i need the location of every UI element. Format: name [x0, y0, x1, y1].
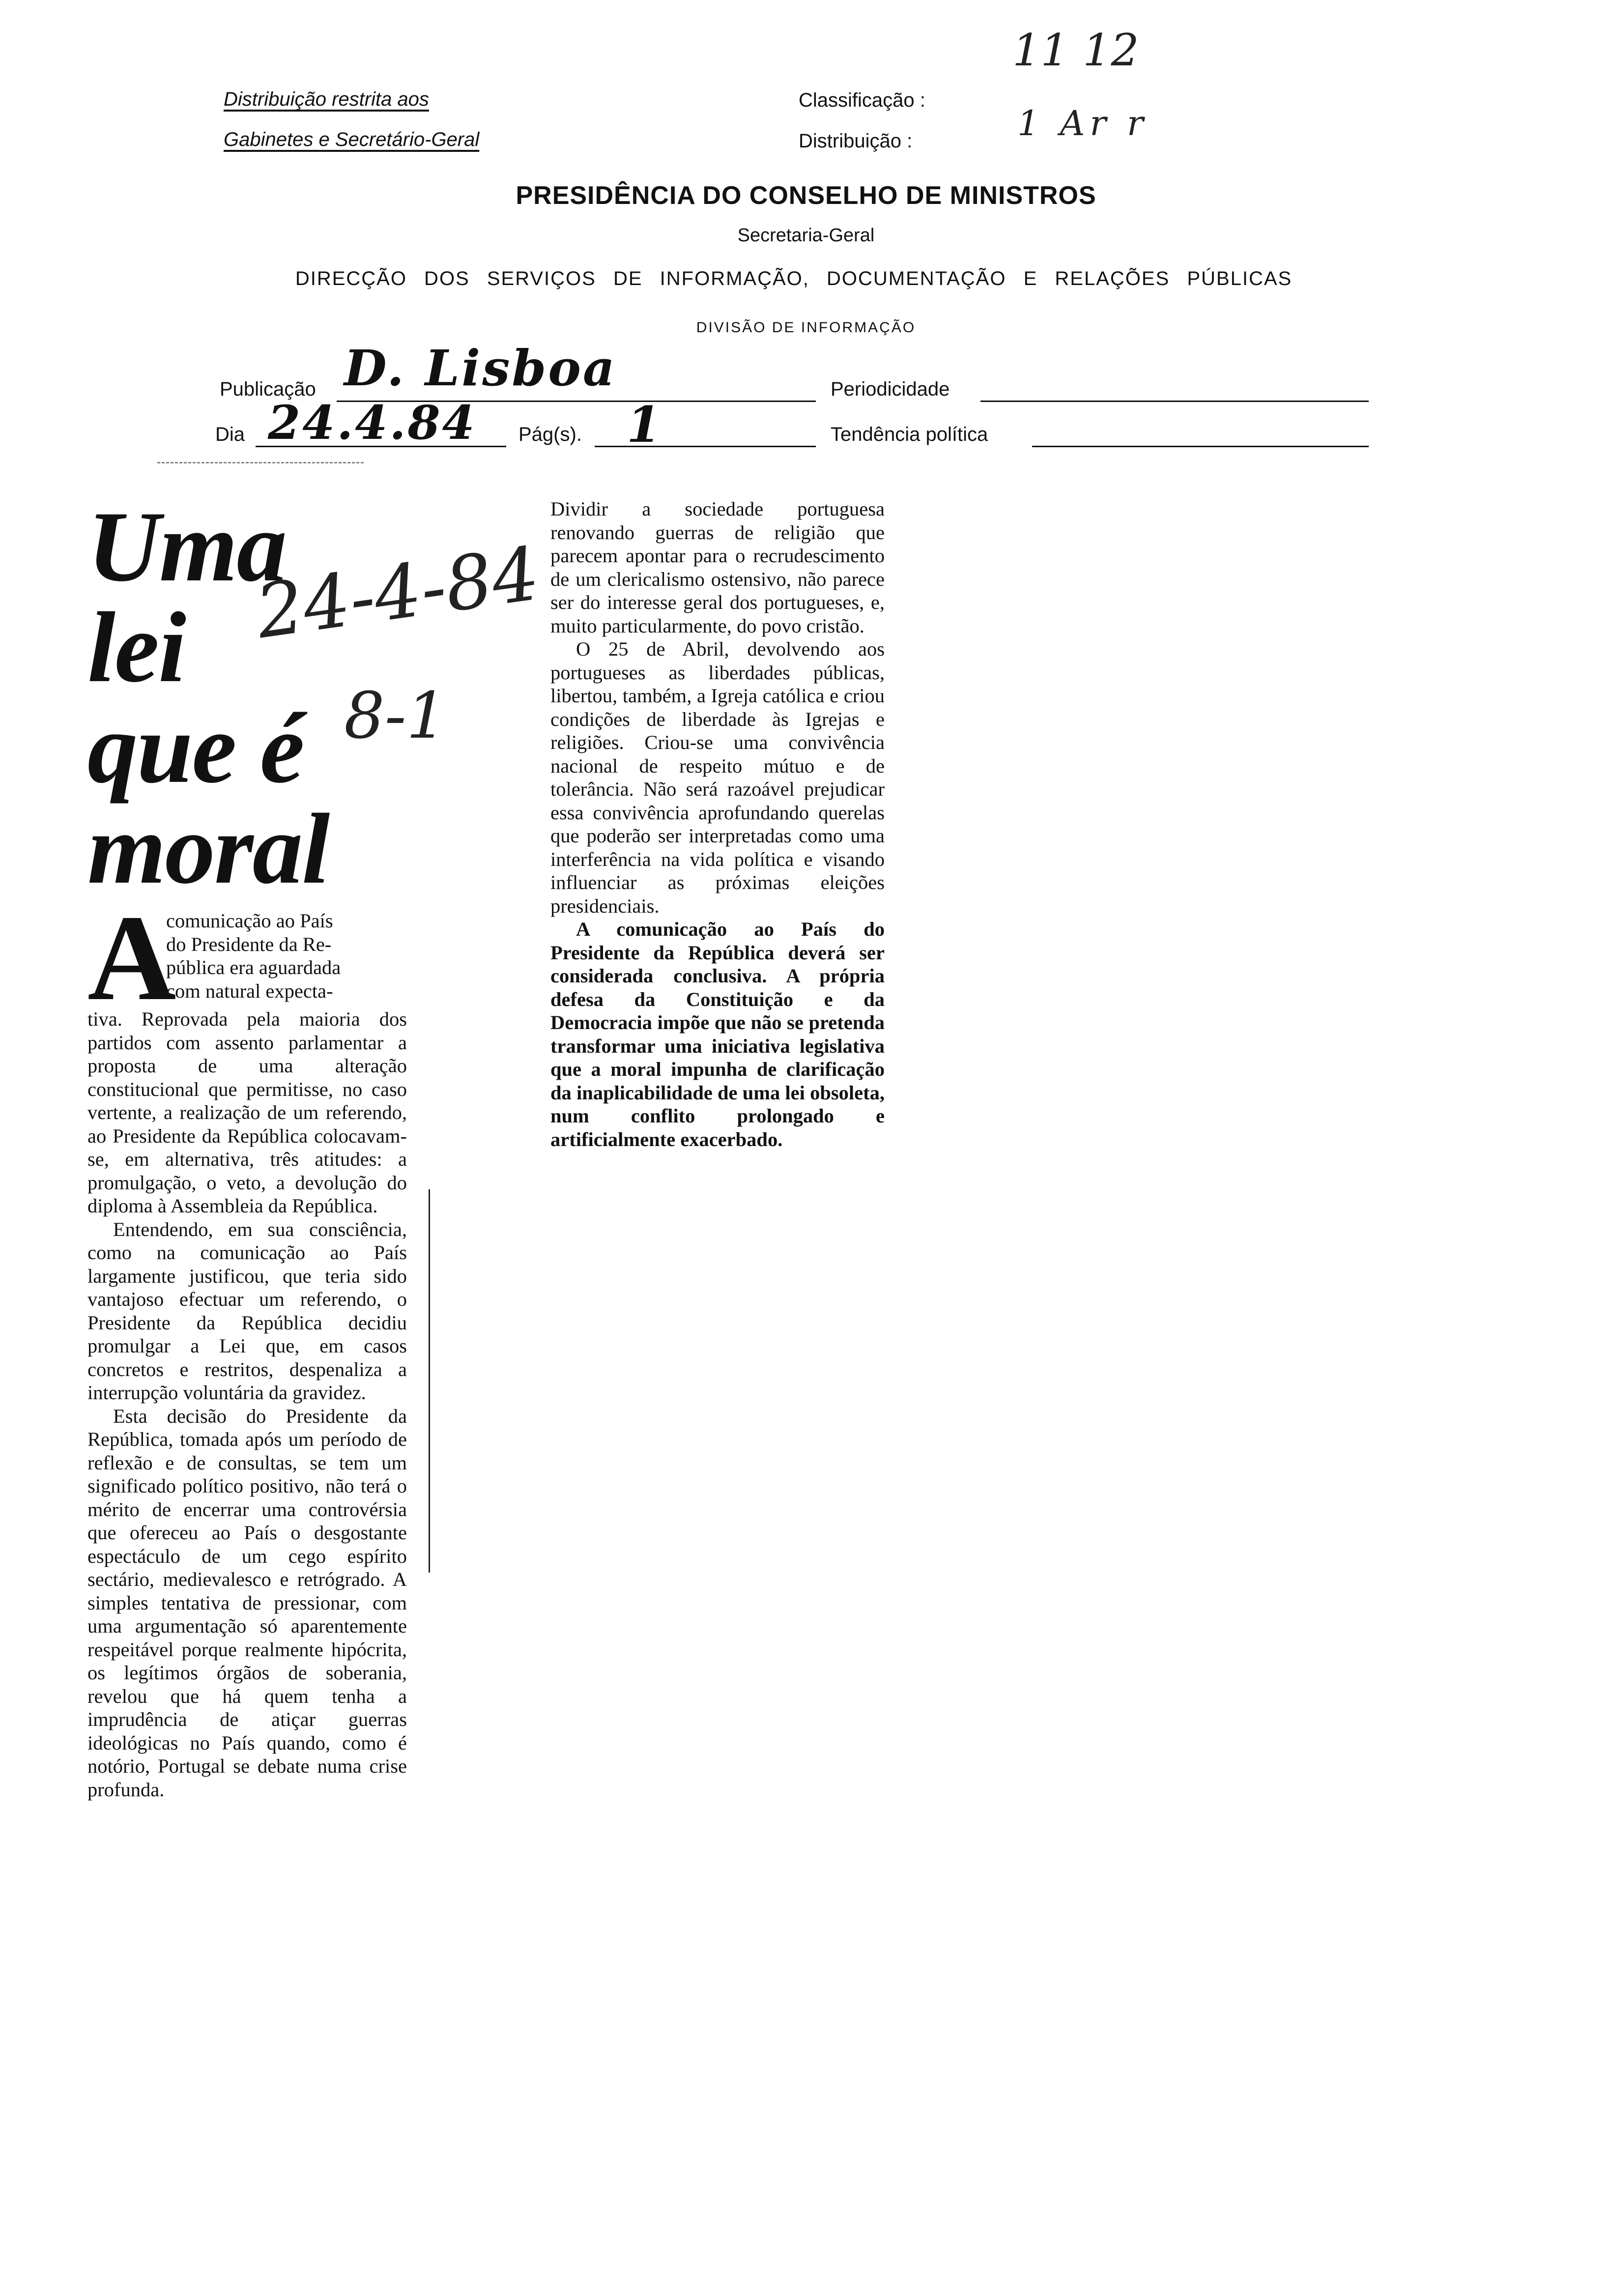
- lead-paragraph: [87, 890, 407, 1026]
- paragraph-2: Entendendo, em sua consciência, como na comunicação ao País largamente justificou, que teria sido vantajoso efectuar um referendo, o Presidente da República decidiu promulgar a Lei que, em casos concretos e restritos, despenaliza a interrupção voluntária da gravidez.: [87, 1218, 407, 1404]
- publicacao-value: D. Lisboa: [344, 339, 617, 397]
- article-column-1: [87, 890, 407, 1801]
- dia-label: Dia: [215, 424, 245, 445]
- headline-line-4: moral: [87, 793, 329, 905]
- headline-line-1: Uma: [87, 491, 286, 603]
- classificacao-label: Classificação :: [799, 89, 925, 111]
- lead-line: comunicação ao País: [166, 910, 333, 932]
- tendencia-line: [1032, 446, 1369, 447]
- handwritten-page: 8-1: [344, 678, 447, 753]
- lead-line: com natural expecta-: [166, 979, 333, 1002]
- pags-value: 1: [627, 396, 663, 454]
- pags-label: Pág(s).: [518, 424, 582, 445]
- headline-line-2: lei: [87, 592, 185, 703]
- distribution-line-1: Distribuição restrita aos: [224, 88, 429, 110]
- lead-line: pública era aguardada: [166, 956, 341, 978]
- paragraph-6: A comunicação ao País do Presidente da República deverá ser considerada conclusiva. A própria defesa da Constituição e da Democracia impõe que não se pretenda transformar uma iniciativa legislativa que a moral impunha de clarificação da inaplicabilidade de uma lei obsoleta, num conflito prolongado e artificialmente exacerbado.: [550, 918, 885, 1150]
- column-rule: [429, 1189, 430, 1573]
- periodicidade-line: [980, 401, 1369, 402]
- corner-annotation-bottom: 1 Ar r: [1017, 103, 1149, 144]
- presidency-title: PRESIDÊNCIA DO CONSELHO DE MINISTROS: [516, 181, 1096, 210]
- lead-line: do Presidente da Re-: [166, 933, 332, 955]
- headline-line-3: que é: [87, 692, 304, 804]
- drop-cap: A: [87, 890, 176, 1026]
- paragraph-4: Dividir a sociedade portuguesa renovando guerras de religião que parecem apontar para o recrudescimento de um clericalismo ostensivo, não parece ser do interesse geral dos portugueses, e, muito particularmente, do povo cristão.: [550, 498, 885, 637]
- paragraph-1-rest: tiva. Reprovada pela maioria dos partidos com assento parlamentar a proposta de uma alteração constitucional que permitisse, no caso vertente, a realização de um referendo, ao Presidente da República colocavam-se, em alternativa, três atitudes: a promulgação, o veto, a devolução do diploma à Assembleia da República.: [87, 1008, 407, 1217]
- tendencia-label: Tendência política: [831, 424, 988, 445]
- secretaria-geral: Secretaria-Geral: [737, 225, 875, 246]
- clipping-edge: [157, 462, 364, 463]
- direccao-line: DIRECÇÃO DOS SERVIÇOS DE INFORMAÇÃO, DOCUMENTAÇÃO E RELAÇÕES PÚBLICAS: [295, 268, 1293, 289]
- periodicidade-label: Periodicidade: [831, 378, 950, 400]
- article-column-2: [550, 497, 885, 1151]
- corner-annotation-top: 11 12: [1012, 25, 1139, 76]
- divisao-informacao: DIVISÃO DE INFORMAÇÃO: [696, 319, 916, 336]
- publicacao-label: Publicação: [220, 378, 316, 400]
- paragraph-5: O 25 de Abril, devolvendo aos portugueses as liberdades públicas, libertou, também, a Igreja católica e criou condições de liberdade às Igrejas e religiões. Criou-se uma convivência nacional de respeito mútuo e de tolerância. Não será razoável prejudicar essa convivência aprofundando querelas que poderão ser interpretadas como uma interferência na vida política e visando influenciar as próximas eleições presidenciais.: [550, 638, 885, 917]
- lead-lines: [166, 909, 407, 1007]
- dia-value: 24.4.84: [268, 396, 477, 450]
- distribuicao-label: Distribuição :: [799, 130, 913, 152]
- distribution-line-2: Gabinetes e Secretário-Geral: [224, 129, 480, 150]
- paragraph-3: Esta decisão do Presidente da República, tomada após um período de reflexão e de consultas, se tem um significado político positivo, não terá o mérito de encerrar uma controvérsia que ofereceu ao País o desgostante espectáculo de um cego espírito sectário, medievalesco e retrógrado. A simples tentativa de pressionar, com uma argumentação só aparentemente respeitável porque realmente hipócrita, os legítimos órgãos de soberania, revelou que há quem tenha a imprudência de atiçar guerras ideológicas no País quando, como é notório, Portugal se debate numa crise profunda.: [87, 1405, 407, 1801]
- handwritten-date: 24-4-84: [251, 531, 545, 656]
